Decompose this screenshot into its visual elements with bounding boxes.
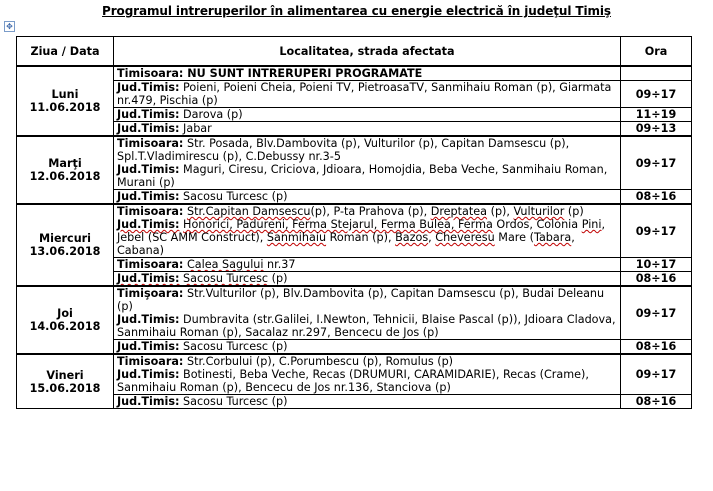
location-label: Jud.Timis: <box>117 108 180 121</box>
location-label: Jud.Timis: <box>117 368 180 381</box>
location-label: Timisoara: <box>117 137 184 150</box>
header-location: Localitatea, strada afectata <box>114 37 621 67</box>
location-label: Timisoara: NU SUNT INTRERUPERI PROGRAMATE <box>117 67 423 80</box>
hours-cell: 09÷17 <box>621 81 692 108</box>
table-row <box>17 286 692 340</box>
hours-cell: 08÷16 <box>621 272 692 287</box>
hours-cell <box>621 66 692 81</box>
location-label: Jud.Timis: <box>117 122 180 135</box>
schedule-table <box>16 36 692 409</box>
location-text: Pini <box>581 218 602 231</box>
location-label: Jud.Timis: <box>117 81 180 94</box>
location-text: , Jebel (SC AMM Construct), <box>117 218 606 244</box>
hours-cell: 08÷16 <box>621 190 692 205</box>
hours-cell: 09÷17 <box>621 204 692 258</box>
location-label: Jud.Timis: <box>117 272 180 285</box>
day-cell <box>17 66 114 136</box>
location-text: Roman (p), <box>326 231 396 244</box>
location-cell <box>114 258 621 272</box>
table-row <box>17 81 692 108</box>
hours-cell: 11÷19 <box>621 108 692 122</box>
location-cell <box>114 108 621 122</box>
table-row <box>17 354 692 395</box>
table-row <box>17 66 692 81</box>
location-label: Jud.Timis: <box>117 395 180 408</box>
page-title: Programul intreruperilor în alimentarea cu energie electrică în judeţul Timiş <box>102 4 611 18</box>
location-label: Timisoara: <box>117 258 184 271</box>
location-text: Sacosu Turcesc (p) <box>179 395 288 408</box>
location-text: Sacosu Turcesc (p) <box>179 340 288 353</box>
location-text: (p), <box>487 205 514 218</box>
location-text: Str.Corbului (p), C.Porumbescu (p), Romulus (p) <box>183 355 454 368</box>
header-day: Ziua / Data <box>17 37 114 67</box>
table-row <box>17 190 692 205</box>
hours-cell: 09÷17 <box>621 136 692 190</box>
location-text: , Cabana) <box>117 231 575 257</box>
table-row <box>17 108 692 122</box>
day-name: Marţi <box>48 157 82 170</box>
table-row <box>17 340 692 355</box>
location-text: Calea Sagului <box>186 258 264 271</box>
location-text: Vulturilor <box>513 205 565 218</box>
location-cell <box>114 81 621 108</box>
location-cell <box>114 136 621 190</box>
day-date: 11.06.2018 <box>29 101 101 114</box>
day-date: 12.06.2018 <box>29 170 101 183</box>
table-row <box>17 122 692 137</box>
location-label: Timişoara: <box>117 287 184 300</box>
hours-cell: 09÷17 <box>621 286 692 340</box>
location-text: nr.37 <box>263 258 296 271</box>
location-text: Sacosu Turcesc <box>183 272 269 285</box>
location-label: Timisoara: <box>117 355 184 368</box>
day-date: 13.06.2018 <box>29 245 101 258</box>
location-label: Jud.Timis: <box>117 163 180 176</box>
location-text: Darova (p) <box>179 108 243 121</box>
location-cell <box>114 66 621 81</box>
location-text: Mare ( <box>494 231 534 244</box>
day-cell <box>17 136 114 204</box>
location-text: Botinesti, Beba Veche, Recas (DRUMURI, CARAMIDARIE), Recas (Crame), Sanmihaiu Roman (p), Bencecu de Jos nr.136, Stanciova (p) <box>117 368 589 394</box>
location-text: Str.Vulturilor (p), Blv.Dambovita (p), Capitan Damsescu (p), Budai Deleanu (p) <box>117 287 605 313</box>
header-row <box>17 37 692 67</box>
hours-cell: 08÷16 <box>621 395 692 409</box>
hours-cell: 08÷16 <box>621 340 692 355</box>
schedule-body <box>17 66 692 409</box>
hours-cell: 09÷13 <box>621 122 692 137</box>
location-cell <box>114 340 621 355</box>
location-text: Jabar <box>179 122 212 135</box>
day-name: Luni <box>51 88 79 101</box>
location-label: Jud.Timis: <box>117 313 180 326</box>
day-cell <box>17 204 114 286</box>
location-label: Timisoara: <box>117 205 184 218</box>
move-handle-icon[interactable]: ✥ <box>4 21 15 32</box>
location-text: Tabara <box>533 231 572 244</box>
location-text: Dumbravita (str.Galilei, I.Newton, Tehnicii, Blaise Pascal (p)), Jdioara Cladova, Sanmihaiu Roman (p), Sacalaz nr.297, Bencecu de Jos (p) <box>117 313 616 339</box>
location-cell <box>114 286 621 340</box>
location-text: Str.Capitan Damsescu <box>186 205 311 218</box>
location-text: (p) <box>268 272 288 285</box>
table-row <box>17 258 692 272</box>
day-name: Joi <box>57 307 73 320</box>
day-date: 14.06.2018 <box>29 320 101 333</box>
location-text: , <box>428 231 436 244</box>
location-label: Jud.Timis: <box>117 218 180 231</box>
table-row <box>17 395 692 409</box>
location-text: Bazos <box>395 231 429 244</box>
table-row <box>17 204 692 258</box>
table-row <box>17 136 692 190</box>
hours-cell: 09÷17 <box>621 354 692 395</box>
location-text: Poieni, Poieni Cheia, Poieni TV, PietroasaTV, Sanmihaiu Roman (p), Giarmata nr.479, Pischia (p) <box>117 81 612 107</box>
location-label: Jud.Timis: <box>117 190 180 203</box>
location-cell <box>114 122 621 137</box>
location-text: Str. Posada, Blv.Dambovita (p), Vulturilor (p), Capitan Damsescu (p), Spl.T.Vladimirescu (p), C.Debussy nr.3-5 <box>117 137 570 163</box>
hours-cell: 10÷17 <box>621 258 692 272</box>
location-text: Ordos, Colonia <box>492 218 582 231</box>
location-text: (p) <box>564 205 584 218</box>
location-cell <box>114 354 621 395</box>
table-row <box>17 272 692 287</box>
day-cell <box>17 354 114 409</box>
day-date: 15.06.2018 <box>29 381 101 395</box>
location-text: Honorici, Padureni, Ferma Stejarul, Ferma Bulea, Ferma <box>183 218 493 231</box>
location-cell <box>114 190 621 205</box>
location-text: Sanmihaiu <box>266 231 327 244</box>
location-text: Dreptatea <box>430 205 488 218</box>
location-text: (p), P-ta Prahova (p), <box>310 205 431 218</box>
location-text: Cheveresu <box>435 231 495 244</box>
location-cell <box>114 204 621 258</box>
location-text: Maguri, Ciresu, Criciova, Jdioara, Homojdia, Beba Veche, Sanmihaiu Roman, Murani (p) <box>117 163 608 189</box>
header-hours: Ora <box>621 37 692 67</box>
location-text: Sacosu Turcesc (p) <box>179 190 288 203</box>
day-name: Vineri <box>46 368 84 382</box>
day-cell <box>17 286 114 354</box>
location-label: Jud.Timis: <box>117 340 180 353</box>
location-cell <box>114 272 621 287</box>
location-cell <box>114 395 621 409</box>
day-name: Miercuri <box>38 232 92 245</box>
